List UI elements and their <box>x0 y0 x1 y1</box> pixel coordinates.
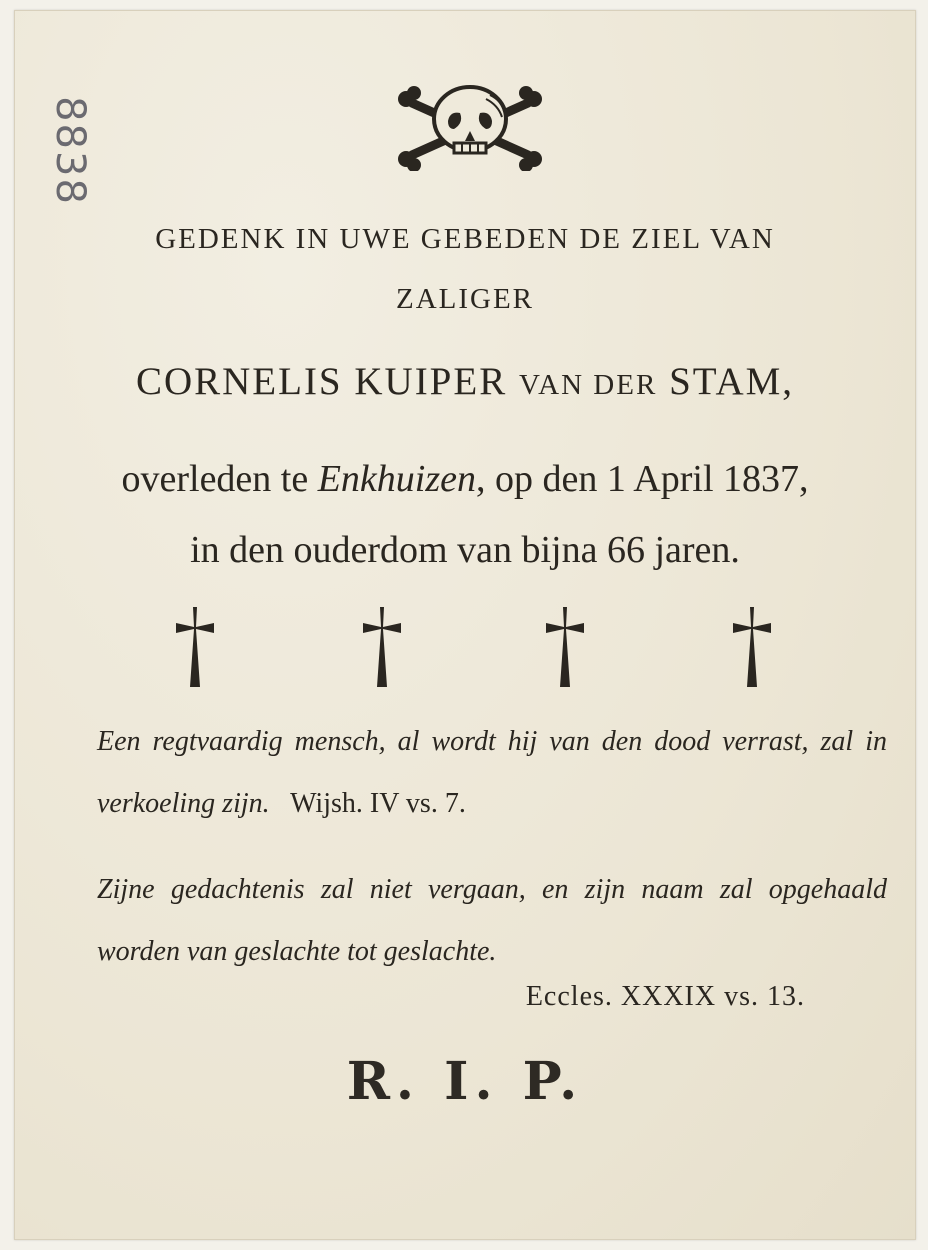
verse-2-text: Zijne gedachtenis zal niet vergaan, en zijn naam zal opgehaald worden van geslachte tot geslachte. <box>97 874 887 967</box>
cross-icon <box>727 601 777 691</box>
death-prefix: overleden te <box>121 458 309 500</box>
age-line: in den ouderdom van bijna 66 jaren. <box>190 529 740 571</box>
cross-icon <box>170 601 220 691</box>
verse-2 <box>97 859 887 983</box>
skull-and-crossbones-icon <box>390 81 550 171</box>
cross-icon <box>540 601 590 691</box>
deceased-name <box>15 359 915 404</box>
verse-1 <box>97 711 887 835</box>
crosses-row <box>15 601 915 696</box>
cross-icon <box>357 601 407 691</box>
verse-1-reference: Wijsh. IV vs. 7. <box>290 788 466 819</box>
verse-1-text: Een regtvaardig mensch, al wordt hij van den dood verrast, zal in verkoeling zijn. <box>97 726 887 819</box>
heading-line-1: GEDENK IN UWE GEBEDEN DE ZIEL VAN <box>155 223 775 255</box>
name-comma: , <box>782 360 795 403</box>
closing-rip: R. I. P. <box>346 1051 584 1112</box>
verse-2-reference: Eccles. XXXIX vs. 13. <box>525 981 805 1012</box>
death-place: Enkhuizen <box>317 458 477 500</box>
name-particle: VAN DER <box>518 369 658 401</box>
name-first: CORNELIS KUIPER <box>135 360 508 403</box>
archive-number: 8838 <box>47 96 93 206</box>
death-suffix: , op den 1 April 1837, <box>476 458 809 500</box>
death-line <box>15 457 915 501</box>
name-last: STAM <box>669 360 783 403</box>
heading-line-2: ZALIGER <box>395 283 535 315</box>
memorial-card <box>14 10 916 1240</box>
